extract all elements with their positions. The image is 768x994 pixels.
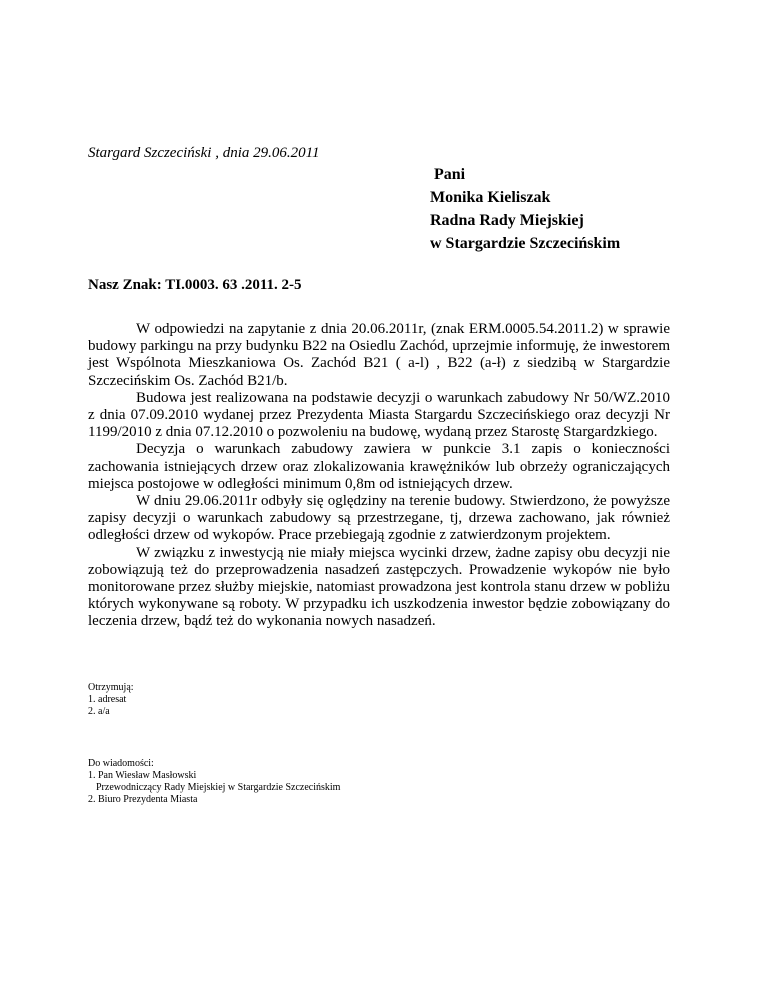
- recipients-list-item: 1. adresat: [88, 694, 127, 705]
- body-paragraph: W odpowiedzi na zapytanie z dnia 20.06.2011r, (znak ERM.0005.54.2011.2) w sprawie budowy parkingu na przy budynku B22 na Osiedlu Zachód, uprzejmie informuję, że inwestorem jest Wspólnota Mieszkaniowa Os. Zachód B21 ( a-l) , B22 (a-ł) z siedzibą w Stargardzie Szczecińskim Os. Zachód B21/b.: [88, 321, 670, 389]
- body-paragraph: Budowa jest realizowana na podstawie decyzji o warunkach zabudowy Nr 50/WZ.2010 z dnia 07.09.2010 wydanej przez Prezydenta Miasta Stargardu Szczecińskiego oraz decyzji Nr 1199/2010 z dnia 07.12.2010 o pozwoleniu na budowę, wydaną przez Starostę Stargardzkiego.: [88, 389, 670, 441]
- recipient-title: Radna Rady Miejskiej: [430, 212, 584, 229]
- recipient-address: [430, 163, 620, 255]
- letter-body: [88, 321, 670, 631]
- recipient-location: w Stargardzie Szczecińskim: [430, 235, 621, 252]
- recipient-salutation: Pani: [434, 166, 466, 183]
- recipients-list: [88, 682, 134, 718]
- body-paragraph: Decyzja o warunkach zabudowy zawiera w punkcie 3.1 zapis o konieczności zachowania istniejących drzew oraz zlokalizowania krawężników lub obrzeży ograniczających miejsca postojowe w odległości minimum 0,8m od istniejących drzew.: [88, 441, 670, 492]
- info-list-item: 1. Pan Wiesław Masłowski: [88, 770, 197, 781]
- recipient-name: Monika Kieliszak: [430, 189, 551, 206]
- place-date: Stargard Szczeciński , dnia 29.06.2011: [88, 145, 320, 161]
- recipients-list-item: 2. a/a: [88, 706, 110, 717]
- info-list-item-detail: Przewodniczący Rady Miejskiej w Stargardzie Szczecińskim: [96, 782, 341, 793]
- reference-number: Nasz Znak: TI.0003. 63 .2011. 2-5: [88, 277, 302, 293]
- body-paragraph: W dniu 29.06.2011r odbyły się oględziny na terenie budowy. Stwierdzono, że powyższe zapisy decyzji o warunkach zabudowy są przestrzegane, tj, drzewa zachowano, jak również odległości drzew od wykopów. Prace przebiegają zgodnie z zatwierdzonym projektem.: [88, 493, 670, 544]
- info-list-title: Do wiadomości:: [88, 758, 154, 769]
- info-list: [88, 758, 340, 806]
- info-list-item: 2. Biuro Prezydenta Miasta: [88, 794, 198, 805]
- recipients-list-title: Otrzymują:: [88, 682, 134, 693]
- body-paragraph: W związku z inwestycją nie miały miejsca wycinki drzew, żadne zapisy obu decyzji nie zobowiązują też do przeprowadzenia nasadzeń zastępczych. Prowadzenie wykopów nie było monitorowane przez służby miejskie, natomiast prowadzona jest kontrola stanu drzew w pobliżu których wykonywane są roboty. W przypadku ich uszkodzenia inwestor będzie zobowiązany do leczenia drzew, bądź też do wykonania nowych nasadzeń.: [88, 544, 670, 630]
